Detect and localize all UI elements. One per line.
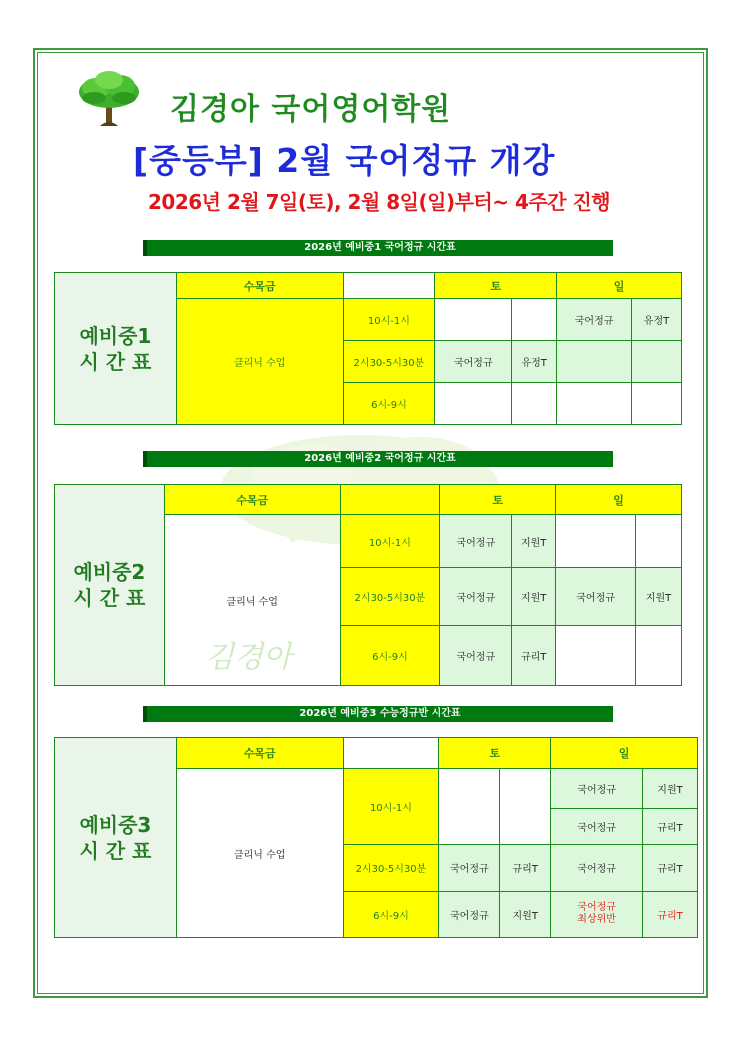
timetable-title-bar: 2026년 예비중2 국어정규 시간표 [143, 451, 613, 467]
grade-label-line: 시 간 표 [79, 838, 152, 863]
sun-class: 국어정규 최상위반 [551, 891, 643, 937]
wedfri-content: 클리닉 수업 [176, 299, 343, 425]
header-time [343, 273, 435, 299]
sun-class [557, 383, 632, 425]
time-slot: 2시30-5시30분 [343, 341, 435, 383]
sat-class: 국어정규 [439, 891, 500, 937]
grade-label-line: 시 간 표 [79, 349, 152, 374]
header-sunday: 일 [556, 485, 682, 515]
sat-class: 국어정규 [440, 626, 512, 686]
sun-class: 국어정규 [551, 844, 643, 891]
header-saturday: 토 [440, 485, 556, 515]
header-sunday: 일 [557, 273, 682, 299]
timetable-grade2 [54, 484, 682, 686]
time-slot: 6시-9시 [340, 626, 440, 686]
time-slot: 2시30-5시30분 [343, 844, 439, 891]
sun-class [556, 515, 636, 568]
grade-label [55, 273, 177, 425]
sat-teacher: 지원T [500, 891, 551, 937]
watermark-text: 김경아 [205, 640, 292, 675]
sat-class: 국어정규 [440, 515, 512, 568]
sun-class [557, 341, 632, 383]
header-saturday: 토 [439, 738, 551, 769]
time-slot: 10시-1시 [340, 515, 440, 568]
sat-teacher: 규리T [512, 626, 556, 686]
sat-teacher [500, 769, 551, 845]
page-headline: [중등부] 2월 국어정규 개강 [133, 141, 556, 180]
sat-class [435, 299, 512, 341]
time-slot: 6시-9시 [343, 891, 439, 937]
grade-label [55, 738, 177, 938]
sat-class [435, 383, 512, 425]
sat-class: 국어정규 [439, 844, 500, 891]
sun-teacher [636, 515, 682, 568]
sun-teacher: 지원T [643, 769, 698, 809]
sun-class: 국어정규 [551, 769, 643, 809]
header-time [340, 485, 440, 515]
sat-teacher: 규리T [500, 844, 551, 891]
tree-icon [74, 68, 144, 128]
timetable-title-bar: 2026년 예비중3 수능정규반 시간표 [143, 706, 613, 722]
sun-teacher: 규리T [643, 844, 698, 891]
grade-label-line: 예비중2 [73, 560, 146, 584]
sun-class: 국어정규 [557, 299, 632, 341]
sat-class: 국어정규 [440, 568, 512, 626]
sat-teacher [512, 383, 557, 425]
sat-class: 국어정규 [435, 341, 512, 383]
header-saturday: 토 [435, 273, 557, 299]
sun-teacher: 지원T [636, 568, 682, 626]
academy-name: 김경아 국어영어학원 [170, 92, 452, 127]
sat-teacher: 유정T [512, 341, 557, 383]
sun-teacher: 유정T [632, 299, 682, 341]
sun-class: 국어정규 [556, 568, 636, 626]
time-slot: 2시30-5시30분 [340, 568, 440, 626]
time-slot: 10시-1시 [343, 769, 439, 845]
header-wedfri: 수목금 [164, 485, 340, 515]
time-slot: 6시-9시 [343, 383, 435, 425]
header-wedfri: 수목금 [176, 738, 343, 769]
sun-teacher: 규리T [643, 808, 698, 844]
sun-class [556, 626, 636, 686]
header-time [343, 738, 439, 769]
sun-class: 국어정규 [551, 808, 643, 844]
grade-label [55, 485, 165, 686]
header-wedfri: 수목금 [176, 273, 343, 299]
timetable-title-bar: 2026년 예비중1 국어정규 시간표 [143, 240, 613, 256]
sun-teacher: 규리T [643, 891, 698, 937]
sun-teacher [636, 626, 682, 686]
grade-label-line: 시 간 표 [73, 586, 146, 610]
schedule-subtitle: 2026년 2월 7일(토), 2월 8일(일)부터~ 4주간 진행 [148, 190, 611, 214]
header-sunday: 일 [551, 738, 698, 769]
wedfri-content: 클리닉 수업 [164, 515, 340, 686]
timetable-grade3 [54, 737, 698, 938]
time-slot: 10시-1시 [343, 299, 435, 341]
sat-class [439, 769, 500, 845]
wedfri-content: 클리닉 수업 [176, 769, 343, 938]
sun-teacher [632, 341, 682, 383]
timetable-grade1 [54, 272, 682, 425]
sun-teacher [632, 383, 682, 425]
grade-label-line: 예비중3 [79, 812, 152, 837]
sat-teacher: 지원T [512, 515, 556, 568]
sat-teacher: 지원T [512, 568, 556, 626]
grade-label-line: 예비중1 [79, 323, 152, 348]
sat-teacher [512, 299, 557, 341]
